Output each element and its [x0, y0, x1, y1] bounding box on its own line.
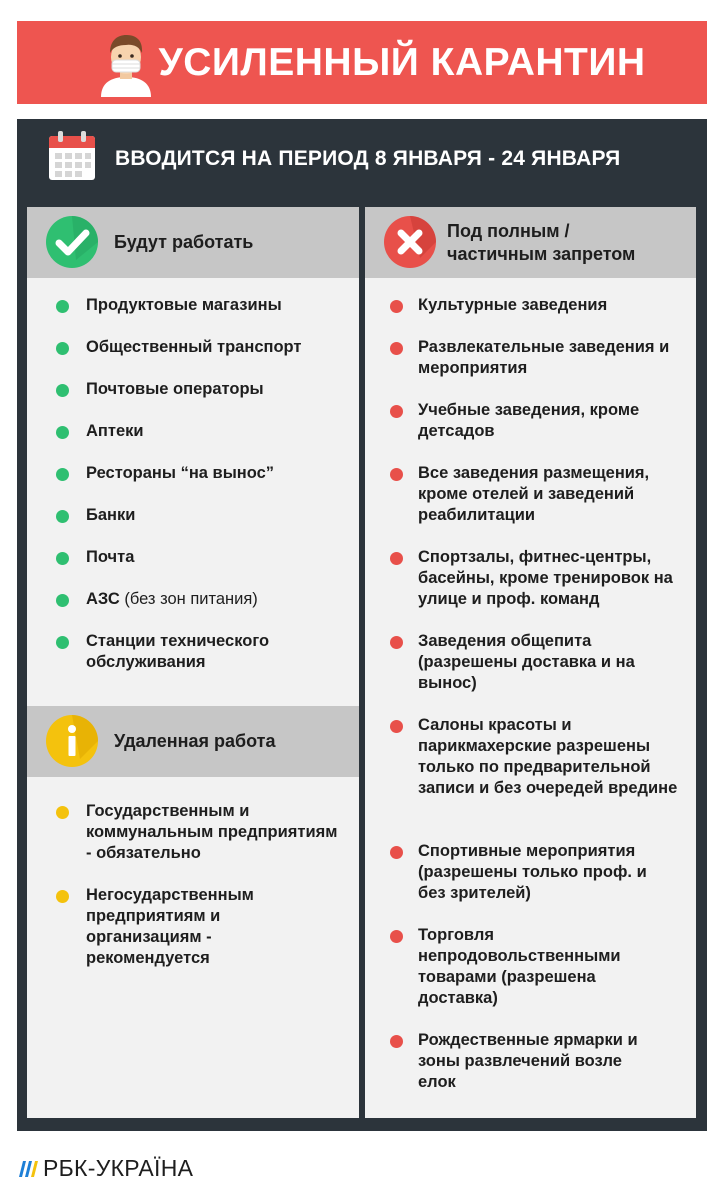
green-bullet	[56, 384, 69, 397]
left-column: Будут работать Продуктовые магазины Общественный транспорт Почтовые операторы Аптеки Рестораны “на вынос” Банки Почта АЗС (без зон питания) Станции технического обслуживания Удаленная работа Государственным и коммунальным предприятиям - обязательно Негосударственным предприятиям и организациям - рекомендуется	[27, 207, 359, 1118]
green-bullet	[56, 552, 69, 565]
period-bar	[17, 119, 707, 198]
red-bullet	[390, 468, 403, 481]
yellow-bullet	[56, 806, 69, 819]
red-bullet	[390, 405, 403, 418]
red-bullet	[390, 720, 403, 733]
red-bullet	[390, 930, 403, 943]
banned-heading: Под полным / частичным запретом	[447, 221, 636, 264]
green-bullet	[56, 468, 69, 481]
red-bullet	[390, 846, 403, 859]
green-bullet	[56, 300, 69, 313]
yellow-bullet	[56, 890, 69, 903]
red-bullet	[390, 342, 403, 355]
logo-stripes-icon	[17, 1157, 39, 1179]
calendar-icon	[47, 130, 97, 182]
cross-circle-icon	[384, 216, 436, 268]
logo-text: РБК-УКРАЇНА	[43, 1154, 194, 1181]
check-circle-icon	[46, 216, 98, 268]
red-bullet	[390, 300, 403, 313]
red-bullet	[390, 636, 403, 649]
green-bullet	[56, 594, 69, 607]
banned-header	[365, 207, 696, 278]
period-text: ВВОДИТСЯ НА ПЕРИОД 8 ЯНВАРЯ - 24 ЯНВАРЯ	[115, 147, 621, 170]
green-bullet	[56, 636, 69, 649]
right-column: Под полным / частичным запретом Культурные заведения Развлекательные заведения и мероприятия Учебные заведения, кроме детсадов Все заведения размещения, кроме отелей и заведений реабилитации Спортзалы, фитнес-центры, басейны, кроме тренировок на улице и проф. команд Заведения общепита (разрешены доставка и на вынос) Салоны красоты и парикмахерские разрешены только по предварительной записи и без очередей вредине Спортивные мероприятия (разрешены только проф. и без зрителей) Торговля непродовольственными товарами (разрешена доставка) Рождественные ярмарки и зоны развлечений возле елок	[365, 207, 696, 1118]
content-frame	[17, 119, 707, 1131]
remote-header	[27, 706, 359, 777]
rbc-ukraine-logo	[17, 1153, 193, 1183]
red-bullet	[390, 1035, 403, 1048]
title-banner	[17, 21, 707, 104]
green-bullet	[56, 426, 69, 439]
green-bullet	[56, 342, 69, 355]
working-heading: Будут работать	[114, 232, 254, 252]
info-circle-icon	[46, 715, 98, 767]
masked-person-icon	[99, 31, 153, 97]
working-header	[27, 207, 359, 278]
green-bullet	[56, 510, 69, 523]
remote-heading: Удаленная работа	[114, 731, 276, 751]
page-title: УСИЛЕННЫЙ КАРАНТИН	[158, 40, 646, 84]
red-bullet	[390, 552, 403, 565]
